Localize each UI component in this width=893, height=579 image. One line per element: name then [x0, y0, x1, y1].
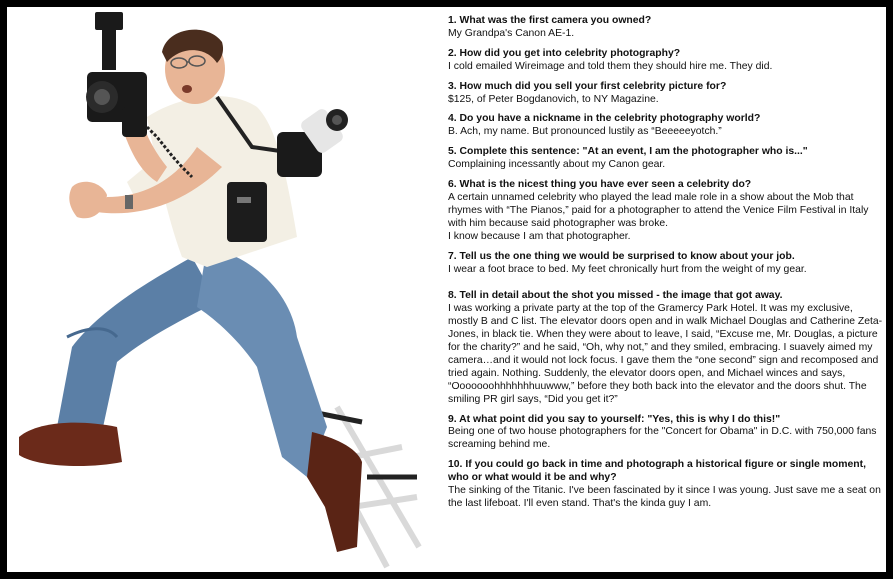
interview-qa: [448, 15, 884, 511]
question: 7. Tell us the one thing we would be surprised to know about your job.: [448, 250, 795, 262]
qa-item: [448, 251, 884, 277]
answer: Being one of two house photographers for the "Concert for Obama" in D.C. with 750,000 fans screaming behind me.: [448, 426, 877, 451]
battery-pack-icon: [227, 182, 267, 242]
answer: B. Ach, my name. But pronounced lustily as “Beeeeeyotch.”: [448, 126, 722, 138]
question: 2. How did you get into celebrity photography?: [448, 47, 681, 59]
answer: $125, of Peter Bogdanovich, to NY Magazine.: [448, 93, 659, 105]
qa-item: [448, 290, 884, 406]
question: 1. What was the first camera you owned?: [448, 15, 652, 26]
answer: Complaining incessantly about my Canon gear.: [448, 159, 666, 171]
answer: I was working a private party at the top of the Gramercy Park Hotel. It was my exclusive, mostly B and C list. The elevator doors open and in walk Michael Douglas and Catherine Zeta-Jones, in black tie. When they were about to leave, I said, “Excuse me, Mr. Douglas, a picture for the charity?” and he said, “Oh, why not,” and they smiled, embracing. I suavely aimed my camera…and it would not lock focus. I gave them the “one second” sign and recomposed and tried again. Nothing. Suddenly, the elevator doors open, and Michael winces and says, “Ooooooohhhhhhhuuwww,” before they both back into the elevator and the doors shut. The smiling PR girl says, “Did you get it?”: [448, 303, 883, 405]
answer: The sinking of the Titanic. I've been fascinated by it since I was young. Just save me a seat on the last lifeboat. I'll even stand. That's the kinda guy I am.: [448, 485, 881, 509]
watch-icon: [125, 195, 133, 209]
question: 10. If you could go back in time and photograph a historical figure or single moment, who or what would it be and why?: [448, 459, 866, 484]
answer: A certain unnamed celebrity who played the lead male role in a show about the Mob that rhymes with “The Pianos,” paid for a photographer to attend the Venice Film Festival in Italy with him because said photographer was broke.: [448, 191, 869, 229]
qa-item: [448, 459, 884, 511]
question: 8. Tell in detail about the shot you missed - the image that got away.: [448, 290, 783, 302]
question: 9. At what point did you say to yourself: "Yes, this is why I do this!": [448, 413, 781, 425]
qa-item: [448, 414, 884, 453]
qa-item: [448, 179, 884, 244]
photographer-illustration: [7, 7, 422, 572]
page-frame: [7, 7, 886, 572]
question: 4. Do you have a nickname in the celebrity photography world?: [448, 113, 761, 125]
answer: I wear a foot brace to bed. My feet chronically hurt from the weight of my gear.: [448, 263, 807, 275]
answer: I cold emailed Wireimage and told them they should hire me. They did.: [448, 60, 773, 72]
answer: My Grandpa's Canon AE-1.: [448, 27, 575, 39]
qa-item: [448, 113, 884, 139]
qa-item: [448, 48, 884, 74]
qa-item: [448, 81, 884, 107]
qa-item: [448, 146, 884, 172]
question: 6. What is the nicest thing you have ever seen a celebrity do?: [448, 179, 752, 191]
answer: I know because I am that photographer.: [448, 230, 631, 242]
qa-item: [448, 15, 884, 41]
question: 5. Complete this sentence: "At an event, I am the photographer who is...": [448, 146, 808, 158]
question: 3. How much did you sell your first celebrity picture for?: [448, 80, 727, 92]
photographer-photo: [7, 7, 422, 572]
